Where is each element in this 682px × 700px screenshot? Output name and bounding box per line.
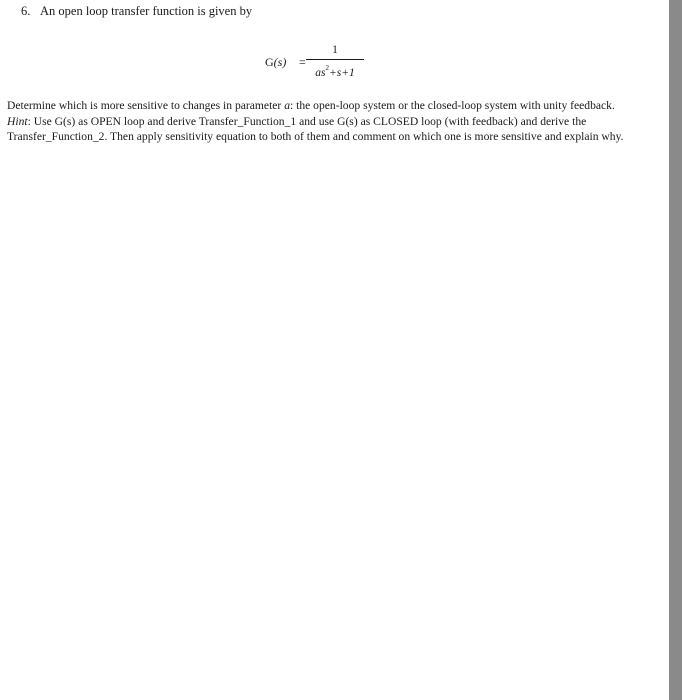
equation-equals-sign: = <box>299 55 306 69</box>
denominator-exponent: 2 <box>325 64 329 72</box>
parameter-symbol: a <box>284 99 290 112</box>
hint-label: Hint <box>7 114 28 128</box>
hint-text: : Use G(s) as OPEN loop and derive Transfer_Function_1 and use G(s) as CLOSED loop (with feedback) and derive the Transfer_Function_2. Then apply sensitivity equation to both of them and comment on which one is more sensitive and explain why. <box>7 114 624 143</box>
fraction-denominator <box>306 60 364 79</box>
question-heading-text: An open loop transfer function is given by <box>40 4 253 18</box>
fraction-numerator: 1 <box>332 44 338 56</box>
hint-paragraph <box>7 114 657 145</box>
denominator-a-term: as <box>315 67 326 79</box>
determine-text-part2: : the open-loop system or the closed-loop system with unity feedback. <box>290 99 615 112</box>
equation-lhs-variable: (s) <box>273 55 287 69</box>
equation-lhs-function: G <box>265 55 274 69</box>
denominator-remaining-terms: +s+1 <box>328 67 355 79</box>
question-heading <box>21 4 252 19</box>
equation-fraction <box>306 43 364 79</box>
right-edge-bar <box>669 0 682 700</box>
equation-lhs <box>265 55 286 70</box>
determine-paragraph <box>7 98 657 114</box>
determine-text-part1: Determine which is more sensitive to changes in parameter <box>7 99 285 112</box>
question-number: 6. <box>21 4 31 18</box>
question-body <box>7 98 657 145</box>
